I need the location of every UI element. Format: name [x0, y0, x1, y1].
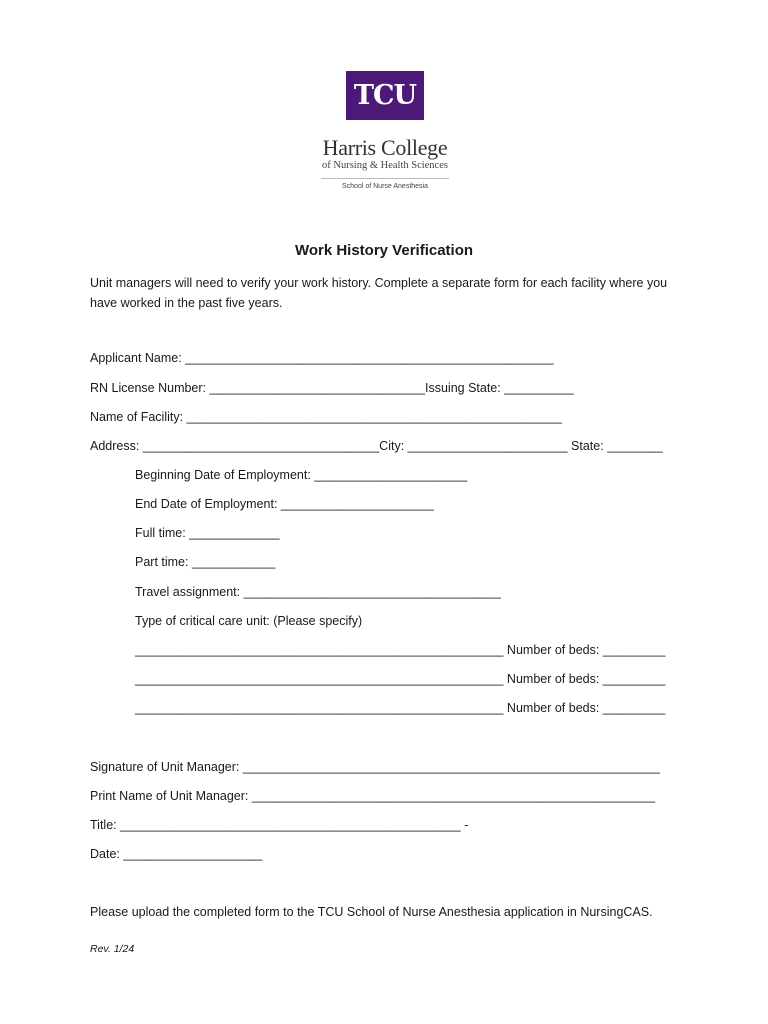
facility-name-field: Name of Facility: ______________________________________________________ [90, 410, 562, 424]
title-field: Title: _________________________________________________ - [90, 818, 469, 832]
unit-row: _____________________________________________________ Number of beds: _________ [135, 643, 666, 657]
upload-note: Please upload the completed form to the TCU School of Nurse Anesthesia application in NursingCAS. [90, 905, 653, 919]
applicant-name-field: Applicant Name: _____________________________________________________ [90, 351, 554, 365]
full-time-field: Full time: _____________ [135, 526, 280, 540]
signature-field: Signature of Unit Manager: ____________________________________________________________ [90, 760, 660, 774]
tcu-logo [346, 71, 424, 120]
address-field: Address: __________________________________City: _______________________ State: ________ [90, 439, 663, 453]
begin-date-field: Beginning Date of Employment: ______________________ [135, 468, 468, 482]
logo-text: TCU [353, 80, 417, 111]
unit-type-label: Type of critical care unit: (Please specify) [135, 614, 363, 628]
part-time-field: Part time: ____________ [135, 555, 276, 569]
school-name: School of Nurse Anesthesia [342, 183, 428, 190]
unit-row: _____________________________________________________ Number of beds: _________ [135, 672, 666, 686]
college-branding [300, 136, 470, 190]
rn-license-field: RN License Number: _______________________________Issuing State: __________ [90, 381, 574, 395]
unit-row: _____________________________________________________ Number of beds: _________ [135, 701, 666, 715]
college-subtitle: of Nursing & Health Sciences [322, 160, 448, 171]
print-name-field: Print Name of Unit Manager: __________________________________________________________ [90, 789, 656, 803]
date-field: Date: ____________________ [90, 847, 263, 861]
form-intro: Unit managers will need to verify your work history. Complete a separate form for each facility where you have worked in the past five years. [90, 276, 668, 310]
end-date-field: End Date of Employment: ______________________ [135, 497, 434, 511]
travel-assignment-field: Travel assignment: _____________________________________ [135, 585, 501, 599]
revision-label: Rev. 1/24 [90, 943, 135, 955]
form-title: Work History Verification [294, 242, 474, 259]
header-divider [321, 178, 449, 179]
college-name: Harris College [322, 135, 448, 160]
